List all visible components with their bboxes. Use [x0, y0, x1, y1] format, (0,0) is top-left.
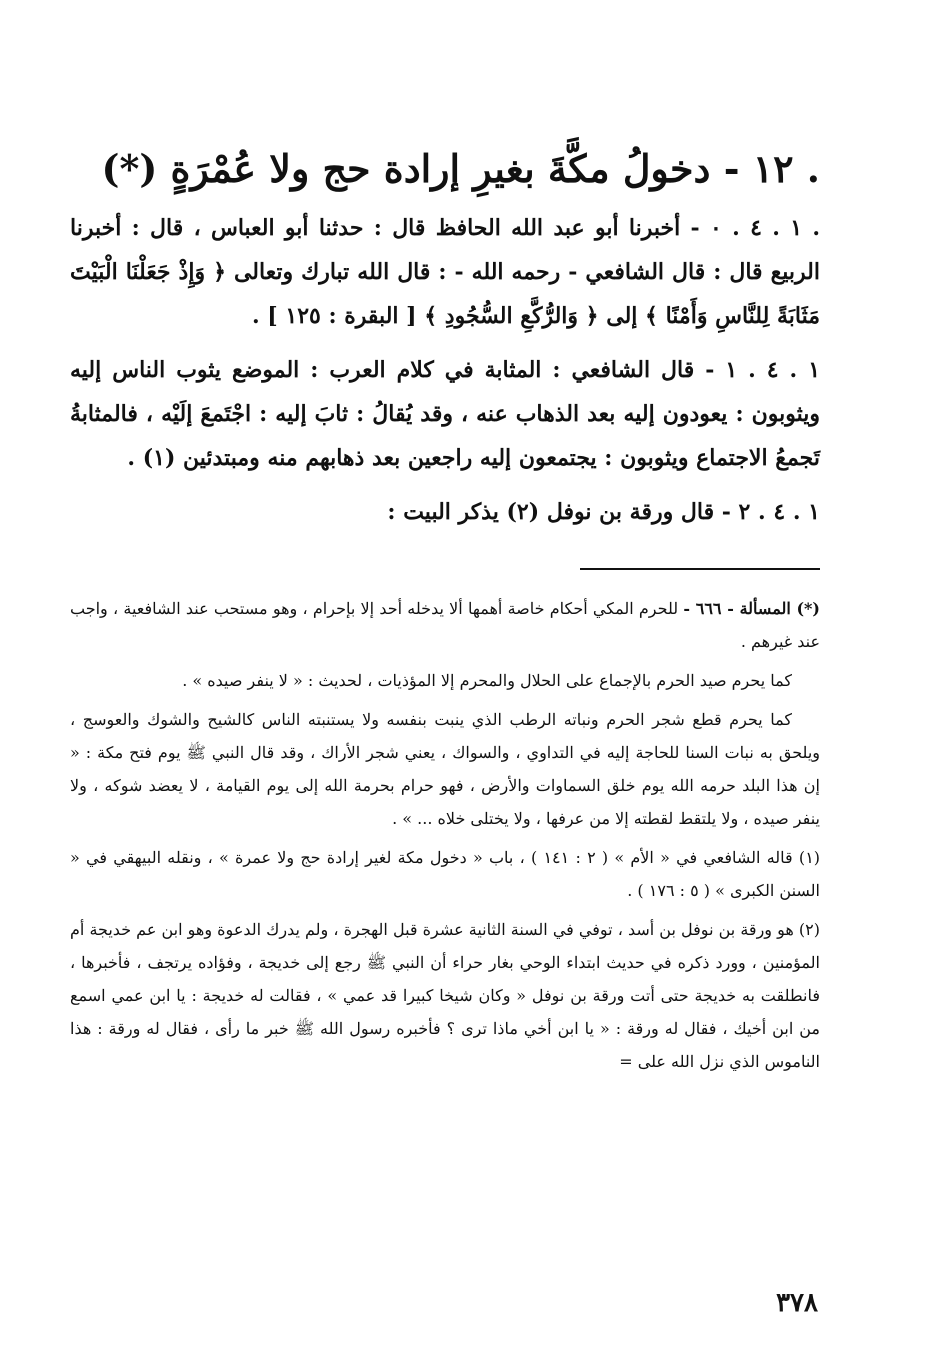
page-number: ٣٧٨	[776, 1288, 818, 1318]
paragraph-1041: ١ . ٤ . ١ - قال الشافعي : المثابة في كلام العرب : الموضع يثوب الناس إليه ويثوبون : يعودون إليه بعد الذهاب عنه ، وقد يُقالُ : ثابَ إليه : اجْتَمعَ إلَيْه ، فالمثابةُ تَجمعُ الاجتماع ويثوبون : يجتمعون إليه راجعين بعد ذهابهم منه ومبتدئين (١) .	[70, 357, 821, 471]
chapter-title: . ١٢ - دخولُ مكَّةَ بغيرِ إرادة حج ولا عُمْرَةٍ (*)	[101, 146, 820, 191]
main-text	[70, 206, 820, 534]
footnote-2: (٢) هو ورقة بن نوفل بن أسد ، توفي في السنة الثانية عشرة قبل الهجرة ، ولم يدرك الدعوة وهو ابن عم خديجة أم المؤمنين ، وورد ذكره في حديث ابتداء الوحي بغار حراء أن النبي ﷺ رجع إلى خديجة ، وفؤاده يرتجف ، فأخبرها ، فانطلقت به خديجة حتى أتت ورقة بن نوفل « وكان شيخا كبيرا قد عمي » ، فقالت له خديجة : يا ابن عمي اسمع من ابن أخيك ، فقال له ورقة : « يا ابن أخي ماذا ترى ؟ فأخبره رسول الله ﷺ خبر ما رأى ، فقال له ورقة : هذا الناموس الذي نزل الله على =	[70, 920, 821, 1071]
footnote-separator	[580, 568, 820, 570]
footnotes	[70, 592, 820, 1078]
footnote-star-p2: كما يحرم صيد الحرم بالإجماع على الحلال والمحرم إلا المؤذيات ، لحديث : « لا ينفر صيده » .	[182, 671, 792, 690]
footnote-star-p3: كما يحرم قطع شجر الحرم ونباته الرطب الذي ينبت بنفسه ولا يستنبته الناس كالشيح والشوك والعوسج ، ويلحق به نبات السنا للحاجة إليه في التداوي ، والسواك ، يعني شجر الأراك ، وقد قال النبي ﷺ يوم فتح مكة : « إن هذا البلد حرمه الله يوم خلق السماوات والأرض ، فهو حرام بحرمة الله إلى يوم القيامة ، لا يعضد شوكه ، ولا ينفر صيده ، ولا يلتقط لقطته إلا من عرفها ، ولا يختلى خلاه ... » .	[70, 710, 820, 828]
paragraph-1042: ١ . ٤ . ٢ - قال ورقة بن نوفل (٢) يذكر البيت :	[387, 499, 820, 525]
footnote-1: (١) قاله الشافعي في « الأم » ( ٢ : ١٤١ ) ، باب « دخول مكة لغير إرادة حج ولا عمرة » ، ونقله البيهقي في « السنن الكبرى » ( ٥ : ١٧٦ ) .	[70, 848, 821, 900]
paragraph-1040: . ١ . ٤ . ٠ - أخبرنا أبو عبد الله الحافظ قال : حدثنا أبو العباس ، قال : أخبرنا الربيع قال : قال الشافعي - رحمه الله - : قال الله تبارك وتعالى ﴿ وَإِذْ جَعَلْنَا الْبَيْتَ مَثَابَةً لِلنَّاسِ وَأَمْنًا ﴾ إلى ﴿ وَالرُّكَّعِ السُّجُودِ ﴾ [ البقرة : ١٢٥ ] .	[70, 215, 821, 329]
footnote-star-label: (*) المسألة - ٦٦٦ -	[683, 599, 820, 618]
footnote-star-text: للحرم المكي أحكام خاصة أهمها ألا يدخله أحد إلا بإحرام ، وهو مستحب عند الشافعية ، واجب عند غيرهم .	[70, 599, 820, 651]
page	[70, 130, 820, 1084]
footnote-star	[70, 592, 820, 658]
